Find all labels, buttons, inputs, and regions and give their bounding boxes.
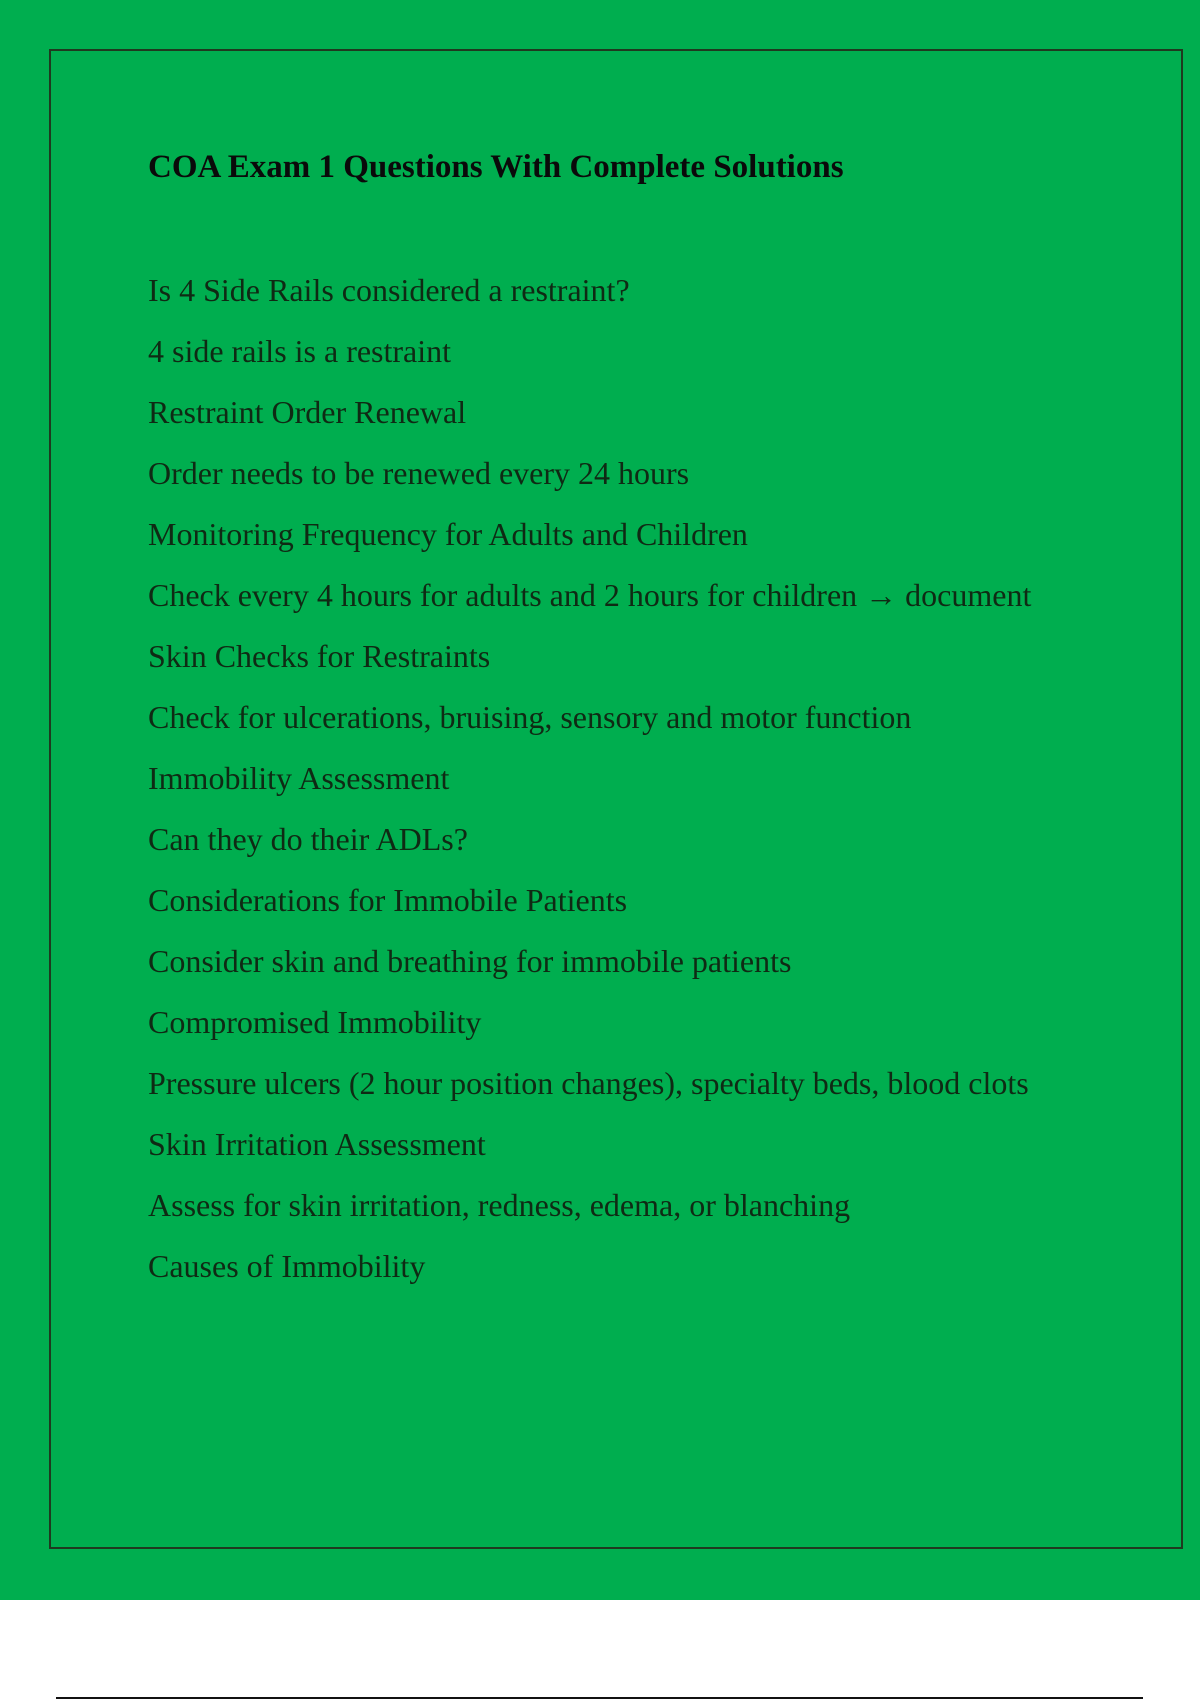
answer-line: Order needs to be renewed every 24 hours — [148, 455, 690, 491]
question-line: Considerations for Immobile Patients — [148, 882, 628, 918]
answer-line: Consider skin and breathing for immobile patients — [148, 943, 792, 979]
answer-line: Check for ulcerations, bruising, sensory and motor function — [148, 699, 912, 735]
qa-list — [148, 269, 1128, 1306]
question-line: Skin Irritation Assessment — [148, 1126, 486, 1162]
content-frame — [49, 49, 1183, 1549]
footer-divider — [56, 1697, 1143, 1699]
question-line: Causes of Immobility — [148, 1248, 426, 1284]
document-title: COA Exam 1 Questions With Complete Solutions — [148, 149, 844, 185]
question-line: Immobility Assessment — [148, 760, 450, 796]
answer-line: Pressure ulcers (2 hour position changes), specialty beds, blood clots — [148, 1065, 1029, 1101]
question-line: Is 4 Side Rails considered a restraint? — [148, 272, 630, 308]
answer-line: Check every 4 hours for adults and 2 hours for children → document — [148, 577, 1032, 613]
answer-line: Assess for skin irritation, redness, edema, or blanching — [148, 1187, 851, 1223]
answer-line: 4 side rails is a restraint — [148, 333, 452, 369]
question-line: Monitoring Frequency for Adults and Children — [148, 516, 748, 552]
question-line: Skin Checks for Restraints — [148, 638, 491, 674]
answer-line: Can they do their ADLs? — [148, 821, 468, 857]
question-line: Restraint Order Renewal — [148, 394, 467, 430]
question-line: Compromised Immobility — [148, 1004, 482, 1040]
